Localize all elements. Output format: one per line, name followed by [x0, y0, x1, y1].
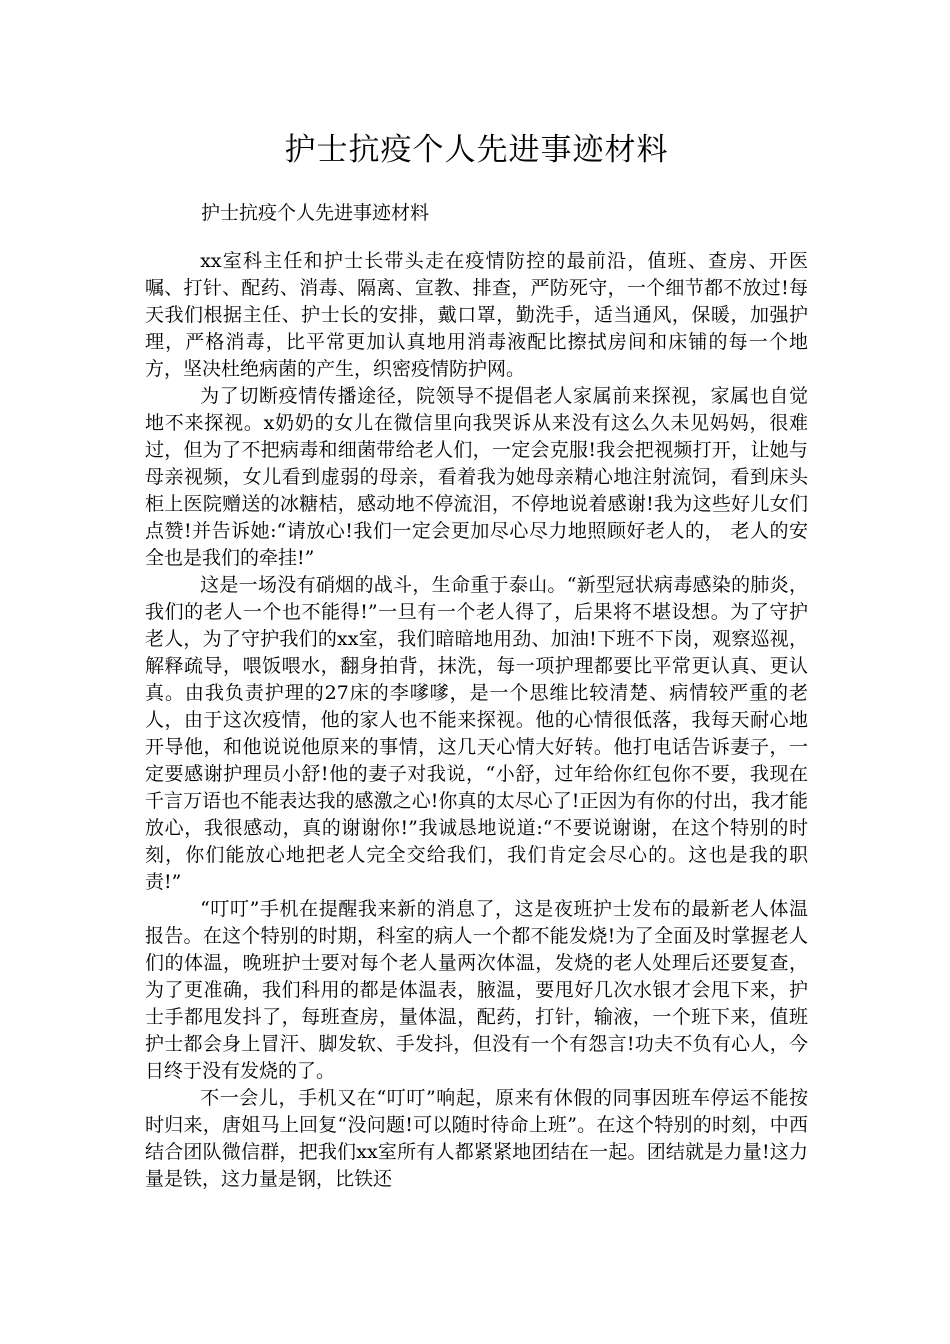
document-title: 护士抗疫个人先进事迹材料: [284, 132, 669, 168]
document-body: [145, 248, 808, 1193]
paragraph: xx室科主任和护士长带头走在疫情防控的最前沿，值班、查房、开医嘱、打针、配药、消毒、隔离、宣教、排查，严防死守，一个细节都不放过!每天我们根据主任、护士长的安排，戴口罩，勤洗手，适当通风，保暖，加强护理，严格消毒，比平常更加认真地用消毒液配比擦拭房间和床铺的每一个地方，坚决杜绝病菌的产生，织密疫情防护网。: [145, 250, 808, 380]
paragraph: 这是一场没有硝烟的战斗，生命重于泰山。“新型冠状病毒感染的肺炎，我们的老人一个也不能得!”一旦有一个老人得了，后果将不堪设想。为了守护老人，为了守护我们的xx室，我们暗暗地用劲、加油!下班不下岗，观察巡视，解释疏导，喂饭喂水，翻身拍背，抹洗，每一项护理都要比平常更认真、更认真。由我负责护理的27床的李嗲嗲，是一个思维比较清楚、病情较严重的老人，由于这次疫情，他的家人也不能来探视。他的心情很低落，我每天耐心地开导他，和他说说他原来的事情，这几天心情大好转。他打电话告诉妻子，一定要感谢护理员小舒!他的妻子对我说，“小舒，过年给你红包你不要，我现在千言万语也不能表达我的感激之心!你真的太尽心了!正因为有你的付出，我才能放心，我很感动，真的谢谢你!”我诚恳地说道:“不要说谢谢，在这个特别的时刻，你们能放心地把老人完全交给我们，我们肯定会尽心的。这也是我的职责!”: [145, 574, 808, 893]
document-subtitle: 护士抗疫个人先进事迹材料: [201, 202, 430, 224]
paragraph: “叮叮”手机在提醒我来新的消息了，这是夜班护士发布的最新老人体温报告。在这个特别的时期，科室的病人一个都不能发烧!为了全面及时掌握老人们的体温，晚班护士要对每个老人量两次体温，发烧的老人处理后还要复查，为了更准确，我们科用的都是体温表，腋温，要甩好几次水银才会甩下来，护士手都甩发抖了，每班查房，量体温，配药，打针，输液，一个班下来，值班护士都会身上冒汗、脚发软、手发抖，但没有一个有怨言!功夫不负有心人，今日终于没有发烧的了。: [145, 898, 808, 1082]
paragraph: 不一会儿，手机又在“叮叮”响起，原来有休假的同事因班车停运不能按时归来，唐姐马上回复“没问题!可以随时待命上班”。在这个特别的时刻，中西结合团队微信群，把我们xx室所有人都紧紧地团结在一起。团结就是力量!这力量是铁，这力量是钢，比铁还: [145, 1087, 808, 1190]
paragraph: 为了切断疫情传播途径，院领导不提倡老人家属前来探视，家属也自觉地不来探视。x奶奶的女儿在微信里向我哭诉从来没有这么久未见妈妈，很难过，但为了不把病毒和细菌带给老人们，一定会克服!我会把视频打开，让她与母亲视频，女儿看到虚弱的母亲，看着我为她母亲精心地注射流饲，看到床头柜上医院赠送的冰糖桔，感动地不停流泪，不停地说着感谢!我为这些好儿女们点赞!并告诉她:“请放心!我们一定会更加尽心尽力地照顾好老人的， 老人的安全也是我们的牵挂!”: [145, 385, 808, 569]
